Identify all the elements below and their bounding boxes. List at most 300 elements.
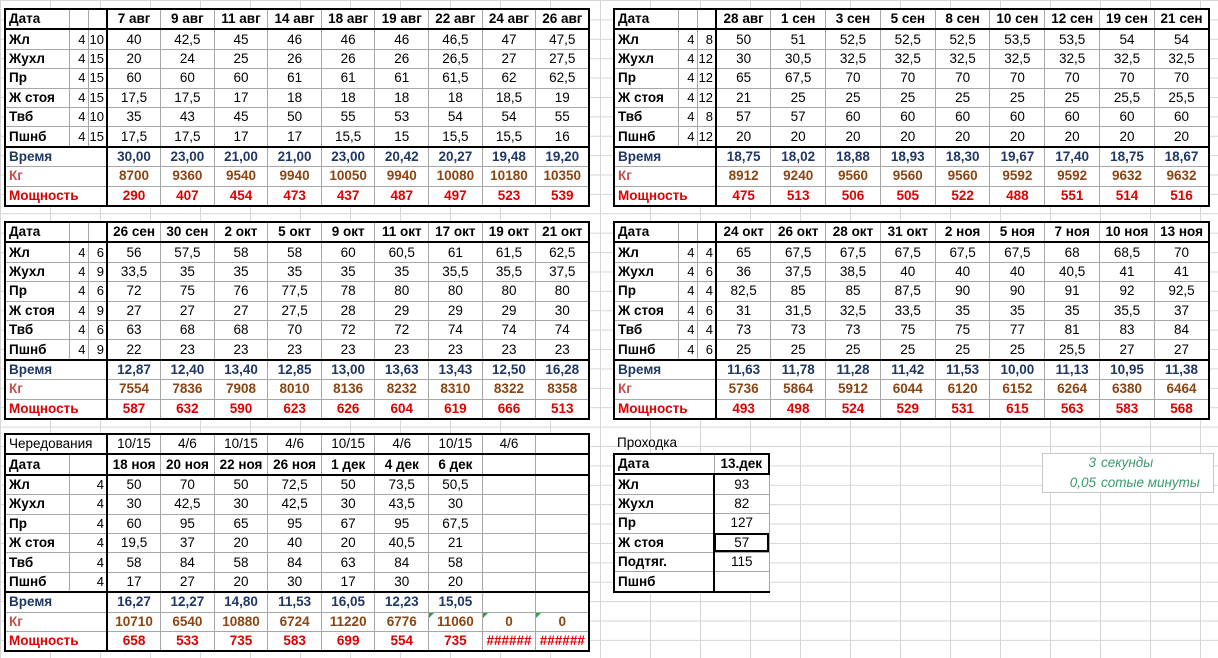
value-cell[interactable]: 73: [771, 320, 826, 339]
kg-cell[interactable]: 6152: [990, 380, 1045, 399]
value-cell[interactable]: 95: [161, 514, 215, 533]
sets-cell[interactable]: 4: [678, 69, 697, 88]
exercise-name[interactable]: Пшнб: [5, 572, 69, 592]
reps-cell[interactable]: 8: [697, 107, 716, 126]
power-cell[interactable]: 506: [826, 186, 881, 206]
time-cell[interactable]: 18,67: [1154, 147, 1209, 167]
value-cell[interactable]: 18: [375, 88, 429, 107]
time-cell[interactable]: 11,42: [880, 360, 935, 380]
reps-cell[interactable]: 10: [88, 29, 107, 49]
value-cell[interactable]: 127: [714, 514, 769, 533]
value-cell[interactable]: 60,5: [375, 242, 429, 262]
value-cell[interactable]: 80: [482, 282, 536, 301]
exercise-name[interactable]: Ж стоя: [5, 533, 69, 552]
value-cell[interactable]: [482, 514, 536, 533]
value-cell[interactable]: [536, 572, 590, 592]
date-header[interactable]: 3 сен: [826, 9, 881, 29]
time-cell[interactable]: 21,00: [214, 147, 268, 167]
kg-cell[interactable]: 9560: [935, 167, 990, 186]
date-header[interactable]: 10 сен: [990, 9, 1045, 29]
value-cell[interactable]: 17: [268, 127, 322, 147]
date-header[interactable]: 18 ноя: [107, 454, 161, 474]
sets-cell[interactable]: 4: [69, 127, 88, 147]
value-cell[interactable]: 16: [536, 127, 590, 147]
value-cell[interactable]: 18: [429, 88, 483, 107]
sets-cell[interactable]: 4: [678, 242, 697, 262]
kg-cell[interactable]: 8010: [268, 380, 322, 399]
sets-cell[interactable]: 4: [678, 88, 697, 107]
reps-cell[interactable]: 10: [88, 107, 107, 126]
value-cell[interactable]: 72,5: [268, 475, 322, 495]
value-cell[interactable]: 17,5: [161, 127, 215, 147]
power-cell[interactable]: 568: [1154, 399, 1209, 419]
time-cell[interactable]: 19,20: [536, 147, 590, 167]
value-cell[interactable]: 17: [107, 572, 161, 592]
power-cell[interactable]: 290: [107, 186, 161, 206]
power-cell[interactable]: 516: [1154, 186, 1209, 206]
value-cell[interactable]: 15,5: [429, 127, 483, 147]
time-cell[interactable]: 12,87: [107, 360, 161, 380]
power-label[interactable]: Мощность: [614, 186, 716, 206]
value-cell[interactable]: 73: [716, 320, 771, 339]
sets-cell[interactable]: 4: [69, 475, 107, 495]
value-cell[interactable]: 67,5: [935, 242, 990, 262]
value-cell[interactable]: 29: [429, 301, 483, 320]
value-cell[interactable]: [482, 553, 536, 572]
value-cell[interactable]: 70: [268, 320, 322, 339]
kg-cell[interactable]: 8136: [321, 380, 375, 399]
value-cell[interactable]: 57: [714, 533, 769, 552]
value-cell[interactable]: 61,5: [482, 242, 536, 262]
date-header[interactable]: 28 авг: [716, 9, 771, 29]
value-cell[interactable]: 25: [214, 49, 268, 68]
time-label[interactable]: Время: [614, 360, 716, 380]
value-cell[interactable]: 82,5: [716, 282, 771, 301]
exercise-name[interactable]: Пшнб: [614, 127, 678, 147]
date-header[interactable]: 11 окт: [375, 222, 429, 242]
value-cell[interactable]: 23: [161, 340, 215, 360]
value-cell[interactable]: 20: [716, 127, 771, 147]
value-cell[interactable]: 33,5: [107, 262, 161, 281]
kg-cell[interactable]: 6120: [935, 380, 990, 399]
power-cell[interactable]: 735: [214, 631, 268, 651]
kg-label[interactable]: Кг: [5, 167, 107, 186]
value-cell[interactable]: 70: [1154, 69, 1209, 88]
value-cell[interactable]: 60: [161, 69, 215, 88]
reps-cell[interactable]: 4: [697, 242, 716, 262]
time-cell[interactable]: 15,05: [429, 592, 483, 612]
power-label[interactable]: Мощность: [5, 186, 107, 206]
value-cell[interactable]: 29: [482, 301, 536, 320]
date-header[interactable]: 7 ноя: [1045, 222, 1100, 242]
value-cell[interactable]: 61: [268, 69, 322, 88]
value-cell[interactable]: 23: [268, 340, 322, 360]
power-cell[interactable]: 493: [716, 399, 771, 419]
value-cell[interactable]: 35: [935, 301, 990, 320]
alternation-cell[interactable]: 10/15: [107, 434, 161, 454]
kg-cell[interactable]: 9632: [1100, 167, 1155, 186]
kg-cell[interactable]: 10180: [482, 167, 536, 186]
kg-cell[interactable]: 10880: [214, 612, 268, 631]
value-cell[interactable]: 33,5: [880, 301, 935, 320]
value-cell[interactable]: 85: [826, 282, 881, 301]
date-header[interactable]: 21 сен: [1154, 9, 1209, 29]
value-cell[interactable]: 22: [107, 340, 161, 360]
power-cell[interactable]: 623: [268, 399, 322, 419]
value-cell[interactable]: 25: [1045, 88, 1100, 107]
value-cell[interactable]: 55: [536, 107, 590, 126]
value-cell[interactable]: 25: [935, 340, 990, 360]
value-cell[interactable]: 47: [482, 29, 536, 49]
sets-cell[interactable]: 4: [678, 301, 697, 320]
value-cell[interactable]: 37: [161, 533, 215, 552]
reps-cell[interactable]: 9: [88, 301, 107, 320]
sets-cell[interactable]: 4: [678, 262, 697, 281]
value-cell[interactable]: 60: [935, 107, 990, 126]
value-cell[interactable]: 52,5: [935, 29, 990, 49]
reps-cell[interactable]: 6: [697, 340, 716, 360]
value-cell[interactable]: 35,5: [1100, 301, 1155, 320]
time-cell[interactable]: 16,28: [536, 360, 590, 380]
alternation-cell[interactable]: 4/6: [482, 434, 536, 454]
kg-cell[interactable]: 10050: [321, 167, 375, 186]
value-cell[interactable]: 17: [214, 88, 268, 107]
value-cell[interactable]: 27: [107, 301, 161, 320]
value-cell[interactable]: [482, 475, 536, 495]
value-cell[interactable]: 50,5: [429, 475, 483, 495]
value-cell[interactable]: 45: [214, 107, 268, 126]
kg-cell[interactable]: 9360: [161, 167, 215, 186]
kg-cell[interactable]: 8310: [429, 380, 483, 399]
value-cell[interactable]: 26,5: [429, 49, 483, 68]
value-cell[interactable]: 27: [1100, 340, 1155, 360]
power-cell[interactable]: 666: [482, 399, 536, 419]
value-cell[interactable]: 70: [935, 69, 990, 88]
value-cell[interactable]: 68: [1045, 242, 1100, 262]
value-cell[interactable]: 30,5: [771, 49, 826, 68]
value-cell[interactable]: 37,5: [771, 262, 826, 281]
date-header[interactable]: 2 ноя: [935, 222, 990, 242]
value-cell[interactable]: 20: [771, 127, 826, 147]
time-label[interactable]: Время: [5, 360, 107, 380]
exercise-name[interactable]: Жл: [5, 29, 69, 49]
date-header[interactable]: [482, 454, 536, 474]
value-cell[interactable]: [536, 533, 590, 552]
value-cell[interactable]: 46: [375, 29, 429, 49]
power-cell[interactable]: 513: [771, 186, 826, 206]
value-cell[interactable]: 80: [375, 282, 429, 301]
exercise-name[interactable]: Подтяг.: [614, 552, 714, 571]
kg-cell[interactable]: 9560: [880, 167, 935, 186]
value-cell[interactable]: 74: [429, 320, 483, 339]
value-cell[interactable]: 23: [482, 340, 536, 360]
date-header[interactable]: 13.дек: [714, 454, 769, 474]
alternation-cell[interactable]: 4/6: [268, 434, 322, 454]
value-cell[interactable]: 60: [1154, 107, 1209, 126]
value-cell[interactable]: 54: [482, 107, 536, 126]
exercise-name[interactable]: Жл: [5, 475, 69, 495]
power-cell[interactable]: 583: [268, 631, 322, 651]
reps-cell[interactable]: 15: [88, 127, 107, 147]
value-cell[interactable]: 20: [107, 49, 161, 68]
value-cell[interactable]: 27,5: [268, 301, 322, 320]
alternation-cell[interactable]: 10/15: [429, 434, 483, 454]
sets-cell[interactable]: 4: [678, 107, 697, 126]
value-cell[interactable]: 74: [482, 320, 536, 339]
value-cell[interactable]: 19: [536, 88, 590, 107]
date-header[interactable]: 8 сен: [935, 9, 990, 29]
date-label[interactable]: Дата: [5, 222, 69, 242]
value-cell[interactable]: 57: [771, 107, 826, 126]
kg-cell[interactable]: 6724: [268, 612, 322, 631]
power-cell[interactable]: 619: [429, 399, 483, 419]
value-cell[interactable]: 19,5: [107, 533, 161, 552]
time-cell[interactable]: 14,80: [214, 592, 268, 612]
value-cell[interactable]: 58: [429, 553, 483, 572]
power-cell[interactable]: 539: [536, 186, 590, 206]
power-cell[interactable]: 437: [321, 186, 375, 206]
value-cell[interactable]: 20: [935, 127, 990, 147]
date-header[interactable]: 7 авг: [107, 9, 161, 29]
blank-cell[interactable]: [69, 9, 88, 29]
reps-cell[interactable]: 6: [88, 320, 107, 339]
value-cell[interactable]: 46: [268, 29, 322, 49]
value-cell[interactable]: 50: [268, 107, 322, 126]
power-cell[interactable]: 522: [935, 186, 990, 206]
exercise-name[interactable]: Пшнб: [5, 127, 69, 147]
date-header[interactable]: 9 авг: [161, 9, 215, 29]
kg-cell[interactable]: 0: [536, 612, 590, 631]
kg-cell[interactable]: 7908: [214, 380, 268, 399]
value-cell[interactable]: 73: [826, 320, 881, 339]
time-cell[interactable]: 13,40: [214, 360, 268, 380]
reps-cell[interactable]: 9: [88, 262, 107, 281]
date-header[interactable]: 24 авг: [482, 9, 536, 29]
power-cell[interactable]: 531: [935, 399, 990, 419]
date-header[interactable]: 21 окт: [536, 222, 590, 242]
value-cell[interactable]: 77: [990, 320, 1045, 339]
value-cell[interactable]: 67,5: [880, 242, 935, 262]
value-cell[interactable]: 53,5: [990, 29, 1045, 49]
kg-cell[interactable]: 6264: [1045, 380, 1100, 399]
date-header[interactable]: 19 окт: [482, 222, 536, 242]
reps-cell[interactable]: 6: [88, 282, 107, 301]
power-cell[interactable]: 454: [214, 186, 268, 206]
value-cell[interactable]: 35: [214, 262, 268, 281]
power-cell[interactable]: 529: [880, 399, 935, 419]
blank-cell[interactable]: [69, 454, 107, 474]
date-header[interactable]: 14 авг: [268, 9, 322, 29]
value-cell[interactable]: 20: [1045, 127, 1100, 147]
reps-cell[interactable]: 15: [88, 69, 107, 88]
value-cell[interactable]: 27: [214, 301, 268, 320]
value-cell[interactable]: [482, 495, 536, 514]
value-cell[interactable]: 41: [1100, 262, 1155, 281]
time-cell[interactable]: 18,75: [1100, 147, 1155, 167]
value-cell[interactable]: 25: [826, 88, 881, 107]
value-cell[interactable]: 35: [107, 107, 161, 126]
date-header[interactable]: 19 сен: [1100, 9, 1155, 29]
value-cell[interactable]: 67,5: [429, 514, 483, 533]
value-cell[interactable]: 36: [716, 262, 771, 281]
value-cell[interactable]: 20: [1100, 127, 1155, 147]
kg-cell[interactable]: 6540: [161, 612, 215, 631]
reps-cell[interactable]: 4: [697, 282, 716, 301]
date-label[interactable]: Дата: [614, 454, 714, 474]
value-cell[interactable]: 40: [268, 533, 322, 552]
value-cell[interactable]: 30: [429, 495, 483, 514]
date-header[interactable]: 28 окт: [826, 222, 881, 242]
sets-cell[interactable]: 4: [678, 127, 697, 147]
kg-label[interactable]: Кг: [614, 380, 716, 399]
value-cell[interactable]: 40: [107, 29, 161, 49]
value-cell[interactable]: 32,5: [826, 301, 881, 320]
date-header[interactable]: 17 окт: [429, 222, 483, 242]
time-cell[interactable]: 11,53: [268, 592, 322, 612]
value-cell[interactable]: 37: [1154, 301, 1209, 320]
alternation-cell[interactable]: 10/15: [321, 434, 375, 454]
kg-cell[interactable]: 6776: [375, 612, 429, 631]
exercise-name[interactable]: Твб: [614, 107, 678, 126]
value-cell[interactable]: 32,5: [1154, 49, 1209, 68]
value-cell[interactable]: 32,5: [1045, 49, 1100, 68]
kg-cell[interactable]: 9560: [826, 167, 881, 186]
date-header[interactable]: 20 ноя: [161, 454, 215, 474]
date-header[interactable]: 30 сен: [161, 222, 215, 242]
value-cell[interactable]: 15: [375, 127, 429, 147]
sets-cell[interactable]: 4: [69, 495, 107, 514]
value-cell[interactable]: 30: [716, 49, 771, 68]
value-cell[interactable]: 27,5: [536, 49, 590, 68]
kg-cell[interactable]: 7836: [161, 380, 215, 399]
value-cell[interactable]: 30: [375, 572, 429, 592]
exercise-name[interactable]: Твб: [614, 320, 678, 339]
value-cell[interactable]: 62,5: [536, 242, 590, 262]
value-cell[interactable]: 65: [716, 69, 771, 88]
value-cell[interactable]: 70: [1100, 69, 1155, 88]
kg-cell[interactable]: 10710: [107, 612, 161, 631]
value-cell[interactable]: 25: [990, 88, 1045, 107]
value-cell[interactable]: 35: [161, 262, 215, 281]
value-cell[interactable]: 23: [321, 340, 375, 360]
value-cell[interactable]: 91: [1045, 282, 1100, 301]
value-cell[interactable]: 92: [1100, 282, 1155, 301]
time-cell[interactable]: 12,40: [161, 360, 215, 380]
value-cell[interactable]: 27: [482, 49, 536, 68]
value-cell[interactable]: [536, 475, 590, 495]
value-cell[interactable]: 73,5: [375, 475, 429, 495]
date-header[interactable]: 11 авг: [214, 9, 268, 29]
kg-cell[interactable]: 8912: [716, 167, 771, 186]
value-cell[interactable]: 75: [161, 282, 215, 301]
value-cell[interactable]: 25,5: [1100, 88, 1155, 107]
blank-cell[interactable]: [697, 9, 716, 29]
value-cell[interactable]: 75: [880, 320, 935, 339]
date-header[interactable]: 4 дек: [375, 454, 429, 474]
date-header[interactable]: 12 сен: [1045, 9, 1100, 29]
sets-cell[interactable]: 4: [69, 262, 88, 281]
value-cell[interactable]: 60: [826, 107, 881, 126]
exercise-name[interactable]: Жл: [5, 242, 69, 262]
time-cell[interactable]: 18,88: [826, 147, 881, 167]
value-cell[interactable]: 35: [268, 262, 322, 281]
value-cell[interactable]: 23: [536, 340, 590, 360]
kg-cell[interactable]: 9592: [1045, 167, 1100, 186]
value-cell[interactable]: 84: [1154, 320, 1209, 339]
power-cell[interactable]: 699: [321, 631, 375, 651]
sets-cell[interactable]: 4: [69, 320, 88, 339]
blank-cell[interactable]: [88, 9, 107, 29]
value-cell[interactable]: 50: [321, 475, 375, 495]
value-cell[interactable]: 70: [1154, 242, 1209, 262]
power-cell[interactable]: 551: [1045, 186, 1100, 206]
exercise-name[interactable]: Ж стоя: [614, 88, 678, 107]
value-cell[interactable]: 35: [1045, 301, 1100, 320]
value-cell[interactable]: 54: [1100, 29, 1155, 49]
kg-cell[interactable]: 9540: [214, 167, 268, 186]
value-cell[interactable]: 60: [107, 514, 161, 533]
value-cell[interactable]: 74: [536, 320, 590, 339]
date-header[interactable]: 13 ноя: [1154, 222, 1209, 242]
value-cell[interactable]: 63: [107, 320, 161, 339]
power-cell[interactable]: 632: [161, 399, 215, 419]
time-cell[interactable]: 13,43: [429, 360, 483, 380]
time-label[interactable]: Время: [5, 147, 107, 167]
value-cell[interactable]: 32,5: [1100, 49, 1155, 68]
exercise-name[interactable]: Пр: [614, 282, 678, 301]
value-cell[interactable]: 72: [107, 282, 161, 301]
kg-cell[interactable]: 6044: [880, 380, 935, 399]
exercise-name[interactable]: Пр: [5, 282, 69, 301]
value-cell[interactable]: 57,5: [161, 242, 215, 262]
date-header[interactable]: 2 окт: [214, 222, 268, 242]
value-cell[interactable]: 17,5: [107, 127, 161, 147]
value-cell[interactable]: 25: [771, 88, 826, 107]
sets-cell[interactable]: 4: [69, 69, 88, 88]
exercise-name[interactable]: Жухл: [5, 262, 69, 281]
value-cell[interactable]: 21: [716, 88, 771, 107]
time-cell[interactable]: 18,75: [716, 147, 771, 167]
exercise-name[interactable]: Пр: [5, 514, 69, 533]
value-cell[interactable]: 32,5: [990, 49, 1045, 68]
value-cell[interactable]: 21: [429, 533, 483, 552]
date-header[interactable]: 10 ноя: [1100, 222, 1155, 242]
value-cell[interactable]: 17,5: [107, 88, 161, 107]
value-cell[interactable]: [482, 533, 536, 552]
value-cell[interactable]: 26: [268, 49, 322, 68]
reps-cell[interactable]: 15: [88, 49, 107, 68]
power-cell[interactable]: 735: [429, 631, 483, 651]
sets-cell[interactable]: 4: [69, 572, 107, 592]
time-cell[interactable]: [482, 592, 536, 612]
time-label[interactable]: Время: [5, 592, 107, 612]
value-cell[interactable]: 46: [321, 29, 375, 49]
sets-cell[interactable]: 4: [678, 282, 697, 301]
power-cell[interactable]: 407: [161, 186, 215, 206]
date-header[interactable]: 26 окт: [771, 222, 826, 242]
value-cell[interactable]: 32,5: [935, 49, 990, 68]
value-cell[interactable]: 25,5: [1154, 88, 1209, 107]
blank-cell[interactable]: [69, 222, 88, 242]
time-cell[interactable]: 10,95: [1100, 360, 1155, 380]
reps-cell[interactable]: 4: [697, 320, 716, 339]
value-cell[interactable]: 27: [161, 301, 215, 320]
sets-cell[interactable]: 4: [69, 88, 88, 107]
value-cell[interactable]: 58: [214, 553, 268, 572]
power-cell[interactable]: 487: [375, 186, 429, 206]
time-cell[interactable]: 11,13: [1045, 360, 1100, 380]
reps-cell[interactable]: 12: [697, 49, 716, 68]
